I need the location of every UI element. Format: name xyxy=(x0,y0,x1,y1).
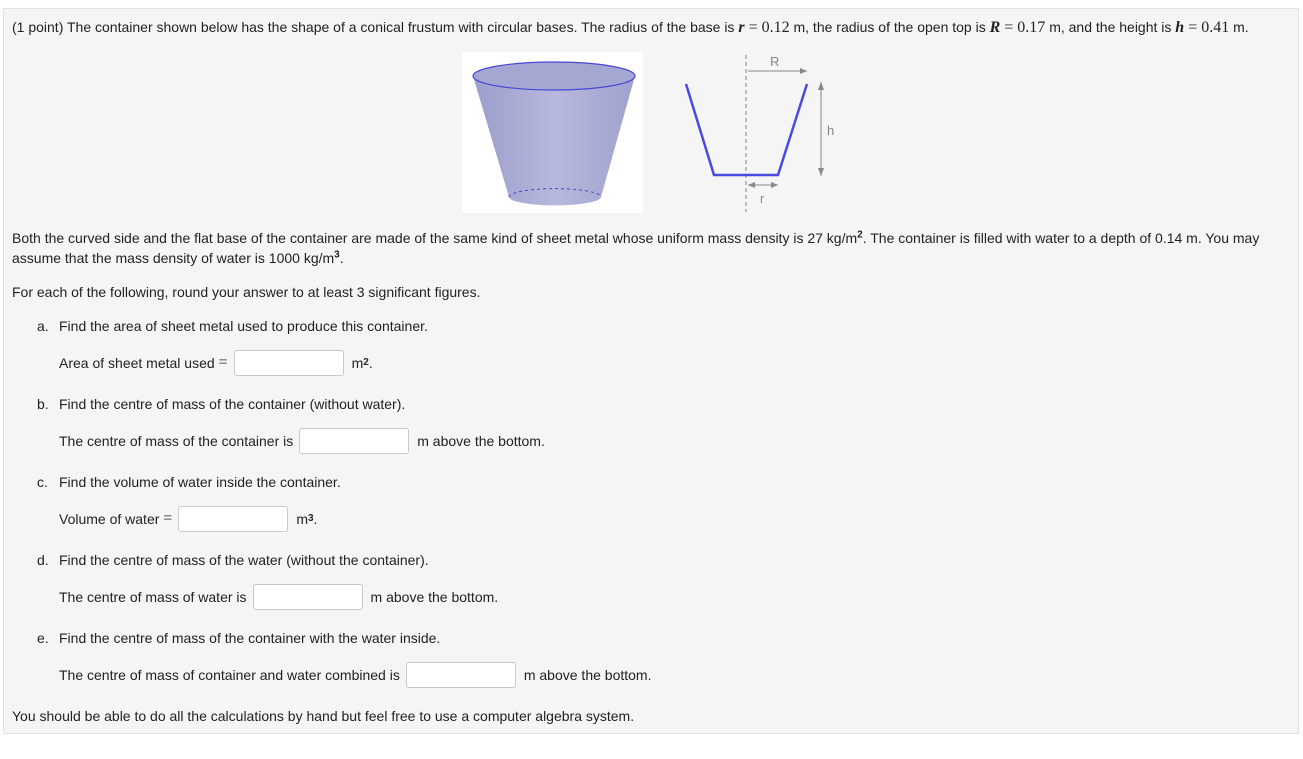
answer-input-e[interactable] xyxy=(406,662,516,688)
intro-text-d: m. xyxy=(1229,19,1249,35)
question-a: a. Find the area of sheet metal used to produce this container. xyxy=(37,318,428,334)
answer-row-a: Area of sheet metal used = m 2 . xyxy=(59,348,373,378)
question-b: b. Find the centre of mass of the container (without water). xyxy=(37,396,406,412)
intro-text-a: (1 point) The container shown below has the shape of a conical frustum with circular bases. The radius of the base is xyxy=(12,19,739,35)
label-h: h xyxy=(827,123,835,138)
question-e: e. Find the centre of mass of the container with the water inside. xyxy=(37,630,441,646)
frustum-image xyxy=(462,52,643,213)
description-line-1: Both the curved side and the flat base of the container are made of the same kind of sheet metal whose uniform mass density is 27 $kg/m^2$. The container is filled with water to a depth of 0.14 m. You may xyxy=(12,229,1260,246)
answer-input-c[interactable] xyxy=(178,506,288,532)
description-line-2: assume that the mass density of water is 1000 $kg/m^3$. xyxy=(12,249,344,266)
question-c: c. Find the volume of water inside the container. xyxy=(37,474,341,490)
answer-input-a[interactable] xyxy=(234,350,344,376)
value-r: = 0.12 xyxy=(744,19,790,36)
var-r: r xyxy=(738,19,745,36)
problem-panel xyxy=(3,8,1299,734)
value-h: = 0.41 xyxy=(1184,19,1230,36)
answer-input-b[interactable] xyxy=(299,428,409,454)
var-R: R xyxy=(989,19,1001,36)
var-h: h xyxy=(1175,19,1185,36)
label-r: r xyxy=(760,191,765,206)
frustum-diagram xyxy=(654,52,854,220)
answer-input-d[interactable] xyxy=(253,584,363,610)
intro-text-c: m, and the height is xyxy=(1045,19,1176,35)
answer-row-b: The centre of mass of the container is m above the bottom. xyxy=(59,426,545,456)
question-d: d. Find the centre of mass of the water (without the container). xyxy=(37,552,429,568)
answer-row-e: The centre of mass of container and water combined is m above the bottom. xyxy=(59,660,651,690)
value-R: = 0.17 xyxy=(1000,19,1046,36)
footer-note: You should be able to do all the calculations by hand but feel free to use a computer algebra system. xyxy=(12,708,635,724)
instruction-text: For each of the following, round your answer to at least 3 significant figures. xyxy=(12,284,481,300)
problem-statement xyxy=(12,17,1249,38)
answer-row-d: The centre of mass of water is m above the bottom. xyxy=(59,582,498,612)
label-R: R xyxy=(770,54,780,69)
answer-row-c: Volume of water = m 3 . xyxy=(59,504,317,534)
intro-text-b: m, the radius of the open top is xyxy=(789,19,990,35)
